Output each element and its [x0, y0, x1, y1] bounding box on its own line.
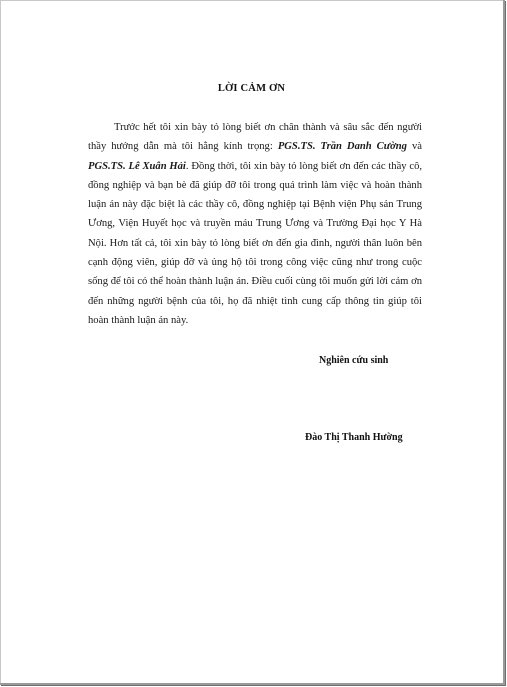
- paragraph-text-1: Trước hết tôi xin bày tỏ lòng biết ơn chân thành và sâu sắc đến người thầy hướng dẫn mà tôi hằng kính trọng:: [88, 122, 422, 153]
- paragraph-text-3: . Đồng thời, tôi xin bày tỏ lòng biết ơn đến các thầy cô, đồng nghiệp và bạn bè đã giúp đỡ tôi trong quá trình làm việc và hoàn thành luận án này đặc biệt là các thầy cô, đồng nghiệp tại Bệnh viện Phụ sản Trung Ương, Viện Huyết học và truyền máu Trung Ương và Trường Đại học Y Hà Nội. Hơn tất cả, tôi xin bày tỏ lòng biết ơn đến gia đình, người thân luôn bên cạnh động viên, giúp đỡ và ủng hộ tôi trong công việc cũng như trong cuộc sống để tôi có thể hoàn thành luận án. Điều cuối cùng tôi muốn gửi lời cảm ơn đến những người bệnh của tôi, họ đã nhiệt tình cung cấp thông tin giúp tôi hoàn thành luận án này.: [88, 160, 423, 326]
- signature-name: Đào Thị Thanh Hường: [305, 432, 403, 443]
- signature-role: Nghiên cứu sinh: [319, 355, 389, 366]
- advisor-name-1: PGS.TS. Trần Danh Cường: [277, 141, 407, 153]
- page-title: LỜI CẢM ƠN: [217, 83, 286, 94]
- acknowledgement-paragraph: [88, 118, 422, 330]
- advisor-name-2: PGS.TS. Lê Xuân Hải: [88, 160, 186, 172]
- paragraph-text-2: và: [406, 141, 422, 153]
